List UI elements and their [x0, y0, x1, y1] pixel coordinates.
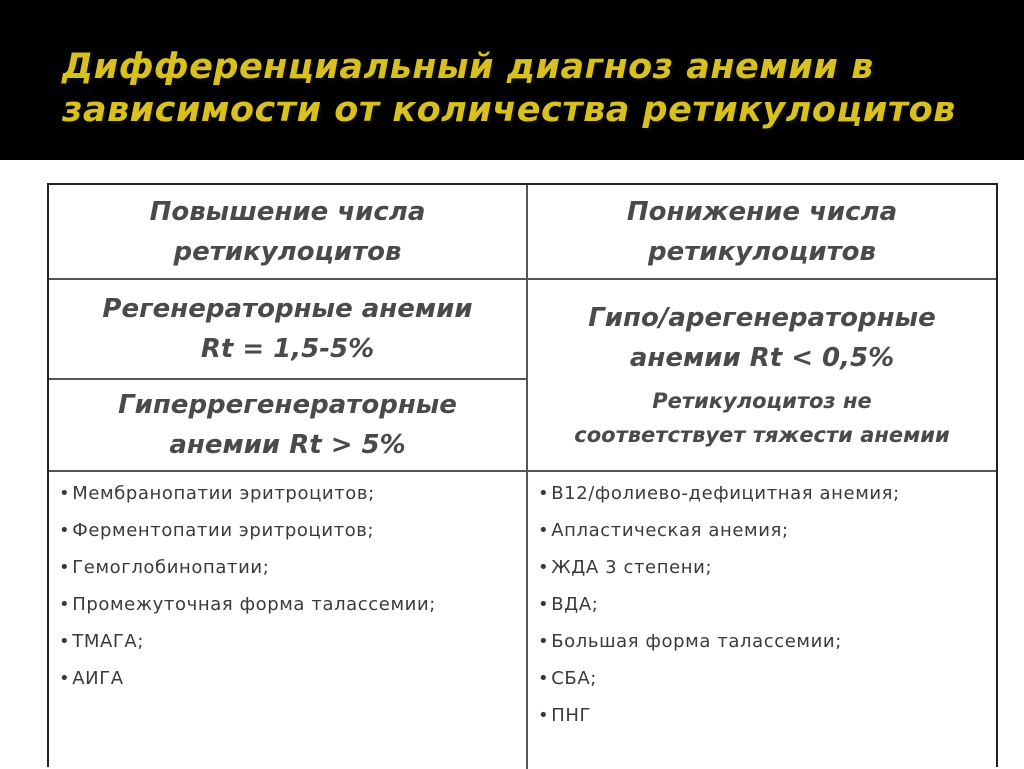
reticulocyte-table — [47, 183, 998, 767]
header-increase-line1: Повышение числа — [149, 196, 426, 227]
list-item: • ПНГ — [538, 702, 990, 729]
header-increase-line2: ретикулоцитов — [173, 236, 402, 267]
list-item: • Большая форма талассемии; — [538, 628, 990, 655]
list-item: • ВДА; — [538, 591, 990, 618]
list-item: • Мембранопатии эритроцитов; — [59, 480, 514, 507]
regenerative-line2: Rt = 1,5-5% — [200, 334, 375, 364]
header-increase — [49, 185, 526, 278]
list-item: • Промежуточная форма талассемии; — [59, 591, 514, 618]
list-item: • B12/фолиево-дефицитная анемия; — [538, 480, 990, 507]
slide-title — [62, 46, 1002, 132]
header-decrease-line2: ретикулоцитов — [648, 236, 876, 267]
hypo-line2: анемии Rt < 0,5% — [629, 343, 895, 373]
list-item: • СБА; — [538, 665, 990, 692]
decrease-causes-list-cell — [538, 480, 990, 739]
list-item: • ТМАГА; — [59, 628, 514, 655]
hypo-note-line2: соответствует тяжести анемии — [574, 423, 950, 447]
regenerative-anemia-cell — [49, 280, 526, 378]
list-item: • Ферментопатии эритроцитов; — [59, 517, 514, 544]
increase-causes-list-cell — [59, 480, 514, 702]
slide-title-line2: зависимости от количества ретикулоцитов — [62, 90, 956, 130]
hyperregenerative-anemia-cell — [49, 380, 526, 470]
hyperregenerative-line2: анемии Rt > 5% — [169, 430, 406, 460]
list-item: • Гемоглобинопатии; — [59, 554, 514, 581]
slide-title-line1: Дифференциальный диагноз анемии в — [62, 47, 874, 87]
hypo-aregenerative-anemia-cell — [528, 280, 996, 470]
hypo-note-line1: Ретикулоцитоз не — [652, 389, 872, 413]
hypo-line1: Гипо/арегенераторные — [588, 303, 936, 333]
increase-causes-list — [59, 480, 514, 692]
list-item: • Апластическая анемия; — [538, 517, 990, 544]
regenerative-line1: Регенераторные анемии — [102, 294, 473, 324]
header-decrease-line1: Понижение числа — [626, 196, 898, 227]
table-row-divider-lists — [49, 470, 996, 472]
decrease-causes-list — [538, 480, 990, 729]
list-item: • АИГА — [59, 665, 514, 692]
hyperregenerative-line1: Гиперрегенераторные — [118, 390, 457, 420]
title-band — [0, 0, 1024, 160]
list-item: • ЖДА 3 степени; — [538, 554, 990, 581]
header-decrease — [528, 185, 996, 278]
